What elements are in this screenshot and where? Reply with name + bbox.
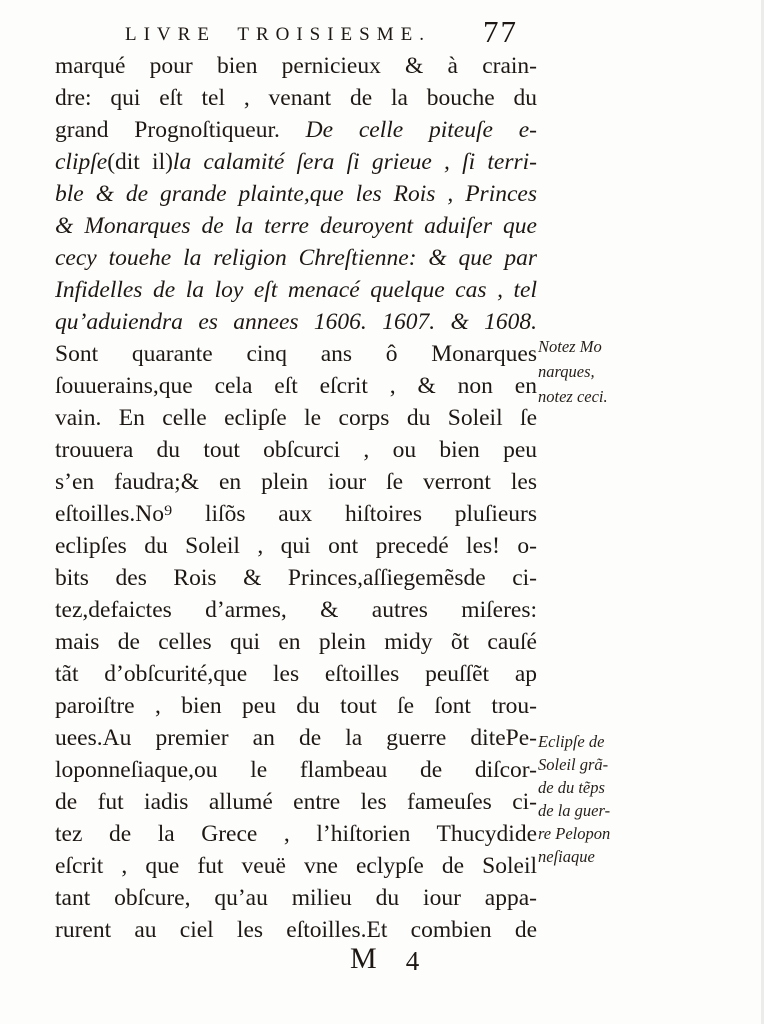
margin-note-line: narques, [538, 362, 595, 381]
text-line: de fut iadis allumé entre les fameuſes ci- [55, 789, 537, 815]
text-line: qu’aduiendra es annees 1606. 1607. & 1608. [55, 309, 537, 335]
margin-note-eclipse-peloponnese [538, 730, 648, 868]
text-line: uees.Au premier an de la guerre ditePe- [55, 725, 537, 751]
text-line: cecy touehe la religion Chreſtienne: & que par [55, 245, 537, 271]
text-line: loponneſiaque,ou le flambeau de diſcor- [55, 757, 537, 783]
text-line: & Monarques de la terre deuroyent aduiſer que [55, 213, 537, 239]
text-line: grand Prognoſtiqueur. De celle piteuſe e- [55, 117, 537, 143]
text-line: ſouuerains,que cela eſt eſcrit , & non en [55, 373, 537, 399]
text-line: tez de la Grece , l’hiſtorien Thucydide [55, 821, 537, 847]
signature-number: 4 [405, 946, 421, 976]
margin-note-notez-monarques [538, 334, 648, 409]
text-line: clipſe(dit il)la calamité ſera ſi grieue , ſi terri- [55, 149, 537, 175]
signature-letter: M [350, 942, 378, 975]
body-text [55, 50, 537, 946]
text-line: Infidelles de la loy eſt menacé quelque cas , tel [55, 277, 537, 303]
text-line: dre: qui eſt tel , venant de la bouche du [55, 85, 537, 111]
margin-note-line: notez ceci. [538, 387, 608, 406]
signature-mark [350, 942, 420, 977]
text-line: ble & de grande plainte,que les Rois , Princes [55, 181, 537, 207]
text-line: bits des Rois & Princes,aſſiegemẽsde ci- [55, 565, 537, 591]
text-line: tãt d’obſcurité,que les eſtoilles peuſſẽt ap [55, 661, 537, 687]
text-line: marqué pour bien pernicieux & à crain- [55, 53, 537, 79]
text-line: eclipſes du Soleil , qui ont precedé les! o- [55, 533, 537, 559]
text-line: trouuera du tout obſcurci , ou bien peu [55, 437, 537, 463]
text-line: eſcrit , que fut veuë vne eclypſe de Soleil [55, 853, 537, 879]
margin-note-line: de la guer- [538, 801, 611, 820]
text-line: tez,defaictes d’armes, & autres miſeres: [55, 597, 537, 623]
text-line: eſtoilles.No⁹ liſõs aux hiſtoires pluſieurs [55, 501, 537, 527]
text-line: s’en faudra;& en plein iour ſe verront les [55, 469, 537, 495]
page-number: 77 [483, 14, 518, 49]
text-line: Sont quarante cinq ans ô Monarques [55, 341, 537, 367]
text-line: rurent au ciel les eſtoilles.Et combien de [55, 917, 537, 943]
margin-note-line: Notez Mo [538, 337, 602, 356]
running-title: LIVRE TROISIESME. [125, 24, 431, 45]
text-line: vain. En celle eclipſe le corps du Soleil ſe [55, 405, 537, 431]
text-line: mais de celles qui en plein midy õt cauſé [55, 629, 537, 655]
text-line: tant obſcure, qu’au milieu du iour appa- [55, 885, 537, 911]
margin-note-line: Eclipſe de [538, 732, 605, 751]
text-line: paroiſtre , bien peu du tout ſe ſont trou- [55, 693, 537, 719]
margin-note-line: neſiaque [538, 847, 595, 866]
margin-note-line: de du tẽps [538, 778, 605, 797]
margin-note-line: Soleil grã- [538, 755, 609, 774]
margin-note-line: re Pelopon [538, 824, 611, 843]
